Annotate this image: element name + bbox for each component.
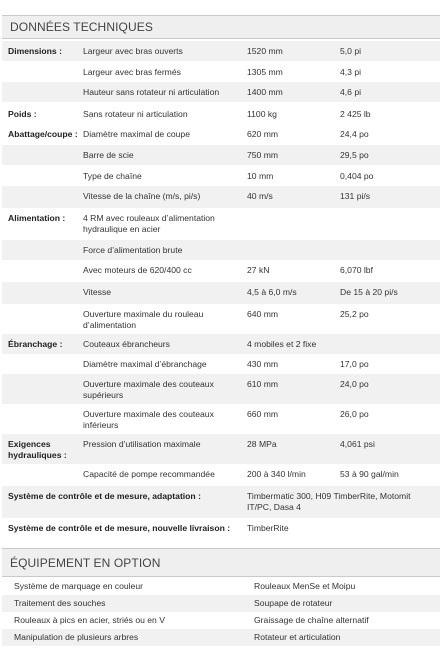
spec-imperial-value: 4,3 pi xyxy=(340,67,362,77)
spec-metric-value: 1305 mm xyxy=(247,67,283,77)
spec-description: Ouverture maximale des couteaux inférieurs xyxy=(83,409,214,430)
spec-imperial-value: 29,5 po xyxy=(340,150,369,160)
spec-row xyxy=(2,374,440,404)
option-item-left: Manipulation de plusieurs arbres xyxy=(14,632,139,642)
spec-metric-value: 610 mm xyxy=(247,379,279,389)
spec-description: Largeur avec bras fermés xyxy=(83,67,181,77)
spec-row xyxy=(2,464,440,486)
spec-imperial-value: 5,0 pi xyxy=(340,46,362,56)
spec-row xyxy=(2,82,440,102)
spec-row xyxy=(2,434,440,464)
option-item-right: Rouleaux MenSe et Moipu xyxy=(254,581,356,591)
spec-imperial-value: 24,4 po xyxy=(340,129,369,139)
option-item-right: Soupape de rotateur xyxy=(254,598,333,608)
spec-description: Diamètre maximal d’ébranchage xyxy=(83,359,207,369)
options-title: ÉQUIPEMENT EN OPTION xyxy=(10,555,161,570)
spec-metric-value: TimberRite xyxy=(247,523,289,533)
spec-description: Type de chaîne xyxy=(83,171,142,181)
spec-metric-value: 620 mm xyxy=(247,129,279,139)
spec-row xyxy=(2,518,440,542)
spec-metric-value: 1100 kg xyxy=(247,109,277,119)
spec-metric-value: 1520 mm xyxy=(247,46,283,56)
spec-description: Force d’alimentation brute xyxy=(83,245,183,255)
spec-row xyxy=(2,41,440,61)
tech-data-header xyxy=(2,15,440,39)
spec-metric-value: 40 m/s xyxy=(247,191,273,201)
spec-label: Système de contrôle et de mesure, nouvelle livraison : xyxy=(8,523,231,533)
spec-label: Alimentation : xyxy=(8,213,66,223)
option-item-right: Rotateur et articulation xyxy=(254,632,341,642)
spec-imperial-value: 25,2 po xyxy=(340,309,369,319)
spec-description: Largeur avec bras ouverts xyxy=(83,46,183,56)
spec-row xyxy=(2,334,440,354)
spec-row xyxy=(2,240,440,260)
spec-imperial-value: 26,0 po xyxy=(340,409,369,419)
spec-description: Hauteur sans rotateur ni articulation xyxy=(83,87,220,97)
spec-metric-value: 1400 mm xyxy=(247,87,283,97)
spec-description: Diamètre maximal de coupe xyxy=(83,129,190,139)
spec-label: Ébranchage : xyxy=(8,339,63,349)
spec-metric-value: 10 mm xyxy=(247,171,274,181)
spec-row xyxy=(2,124,440,144)
option-row xyxy=(2,612,440,629)
spec-row xyxy=(2,145,440,165)
spec-imperial-value: 131 pi/s xyxy=(340,191,371,201)
spec-row xyxy=(2,260,440,282)
spec-description: Barre de scie xyxy=(83,150,134,160)
spec-imperial-value: 53 à 90 gal/min xyxy=(340,469,399,479)
spec-description: Ouverture maximale des couteaux supérieurs xyxy=(83,379,214,400)
option-item-left: Rouleaux à pics en acier, striés ou en V xyxy=(14,615,165,625)
spec-metric-value: 28 MPa xyxy=(247,439,277,449)
spec-imperial-value: 24,0 po xyxy=(340,379,369,389)
spec-row xyxy=(2,104,440,122)
spec-description: 4 RM avec rouleaux d’alimentation hydraulique en acier xyxy=(83,213,215,234)
spec-imperial-value: 4,6 pi xyxy=(340,87,362,97)
spec-label: Abattage/coupe : xyxy=(8,129,78,139)
spec-description: Couteaux ébrancheurs xyxy=(83,339,170,349)
spec-description: Sans rotateur ni articulation xyxy=(83,109,188,119)
option-row xyxy=(2,595,440,612)
spec-metric-value: 640 mm xyxy=(247,309,279,319)
option-item-left: Système de marquage en couleur xyxy=(14,581,143,591)
spec-row xyxy=(2,304,440,334)
spec-row xyxy=(2,166,440,186)
option-item-left: Traitement des souches xyxy=(14,598,106,608)
spec-description: Avec moteurs de 620/400 cc xyxy=(83,265,192,275)
spec-metric-value: 200 à 340 l/min xyxy=(247,469,306,479)
spec-imperial-value: 6,070 lbf xyxy=(340,265,373,275)
spec-metric-value: 4 mobiles et 2 fixe xyxy=(247,339,317,349)
spec-metric-value: Timbermatic 300, H09 TimberRite, Motomit IT/PC, Dasa 4 xyxy=(247,491,411,512)
spec-imperial-value: 0,404 po xyxy=(340,171,374,181)
spec-row xyxy=(2,282,440,304)
spec-metric-value: 660 mm xyxy=(247,409,279,419)
spec-label: Dimensions : xyxy=(8,46,62,56)
spec-metric-value: 4,5 à 6,0 m/s xyxy=(247,287,297,297)
spec-row xyxy=(2,486,440,518)
spec-imperial-value: 2 425 lb xyxy=(340,109,371,119)
option-item-right: Graissage de chaîne alternatif xyxy=(254,615,369,625)
spec-row xyxy=(2,208,440,240)
spec-row xyxy=(2,404,440,434)
spec-description: Capacité de pompe recommandée xyxy=(83,469,215,479)
tech-data-title: DONNÉES TECHNIQUES xyxy=(10,20,153,34)
option-row xyxy=(2,629,440,646)
spec-description: Vitesse de la chaîne (m/s, pi/s) xyxy=(83,191,201,201)
spec-row xyxy=(2,62,440,82)
spec-metric-value: 750 mm xyxy=(247,150,279,160)
spec-metric-value: 430 mm xyxy=(247,359,279,369)
option-row xyxy=(2,578,440,595)
spec-description: Pression d’utilisation maximale xyxy=(83,439,201,449)
spec-imperial-value: De 15 à 20 pi/s xyxy=(340,287,398,297)
spec-imperial-value: 4,061 psi xyxy=(340,439,375,449)
spec-label: Poids : xyxy=(8,109,37,119)
spec-label: Exigences hydrauliques : xyxy=(8,439,67,460)
spec-imperial-value: 17,0 po xyxy=(340,359,369,369)
spec-row xyxy=(2,186,440,208)
spec-row xyxy=(2,354,440,374)
options-header xyxy=(2,548,440,577)
spec-description: Vitesse xyxy=(83,287,112,297)
spec-metric-value: 27 kN xyxy=(247,265,270,275)
spec-label: Système de contrôle et de mesure, adaptation : xyxy=(8,491,201,501)
spec-description: Ouverture maximale du rouleau d’alimentation xyxy=(83,309,204,330)
